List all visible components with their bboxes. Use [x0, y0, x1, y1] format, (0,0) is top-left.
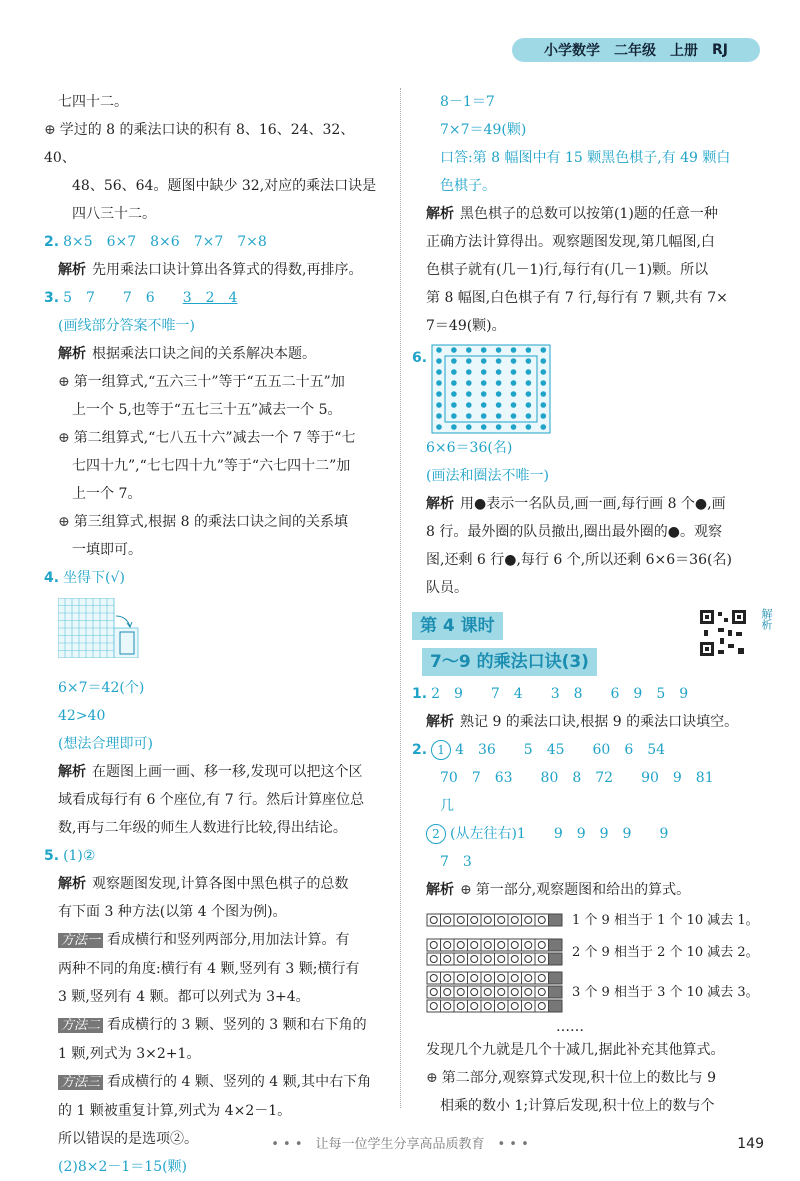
- text-line: 1 颗,列式为 3×2+1。: [58, 1046, 201, 1062]
- team-member-dot: [451, 424, 457, 430]
- text-line: 上一个 7。: [72, 486, 142, 502]
- answer-text: 几: [440, 798, 454, 814]
- bead-cell: [454, 953, 468, 965]
- bead-row: [426, 907, 772, 935]
- bead-cell: [481, 914, 495, 926]
- plus-bullet-icon: ⊕: [426, 1070, 438, 1086]
- team-member-dot: [436, 402, 442, 408]
- text-line: 色棋子就有(几－1)行,每行有(几－1)颗。所以: [426, 262, 709, 278]
- bead-cell: [441, 1000, 455, 1012]
- team-member-dot: [511, 369, 517, 375]
- team-member-dot: [436, 369, 442, 375]
- bead-cell: [522, 972, 536, 984]
- bead-cell: [535, 953, 549, 965]
- team-member-dot: [496, 358, 502, 364]
- part-number-badge: 1: [431, 740, 451, 760]
- bead-cell: [468, 953, 482, 965]
- bead-cell: [535, 939, 549, 951]
- bead-cell: [508, 972, 522, 984]
- answer-text: 70 7 63 80 8 72 90 9 81: [440, 770, 714, 786]
- bead-cell: [468, 972, 482, 984]
- bead-cell: [522, 986, 536, 998]
- bead-cell: [495, 953, 509, 965]
- team-member-dot: [526, 391, 532, 397]
- bead-cell: [549, 939, 563, 951]
- team-member-dot: [511, 402, 517, 408]
- analysis-tag: 解析: [426, 206, 454, 222]
- text-line: 七四十二。: [58, 94, 128, 110]
- bead-cell: [427, 939, 441, 951]
- team-member-dot: [466, 358, 472, 364]
- text-line: 先用乘法口诀计算出各算式的得数,再排序。: [92, 262, 363, 278]
- bead-cell: [481, 1000, 495, 1012]
- team-member-dot: [526, 347, 532, 353]
- lesson-number: 第 4 课时: [412, 612, 503, 640]
- question-number: 3.: [44, 290, 60, 306]
- bead-strip: [426, 971, 566, 1015]
- text-line: 3 颗,竖列有 4 颗。都可以列式为 3+4。: [58, 989, 310, 1005]
- text-line: 所以错误的是选项②。: [58, 1131, 198, 1147]
- team-member-dot: [451, 369, 457, 375]
- text-line: 七四十九”,“七七四十九”等于“六七四十二”加: [72, 458, 351, 474]
- team-member-dot: [481, 358, 487, 364]
- bead-cell: [427, 953, 441, 965]
- answer-equation: 7×7＝49(颗): [440, 122, 527, 138]
- text-line: 第 8 幅图,白色棋子有 7 行,每行有 7 颗,共有 7×: [426, 290, 728, 306]
- analysis-tag: 解析: [426, 714, 454, 730]
- team-member-dot: [541, 347, 547, 353]
- team-member-dot: [511, 413, 517, 419]
- team-member-dot: [451, 391, 457, 397]
- bead-cell: [535, 986, 549, 998]
- part-number-badge: 2: [426, 824, 446, 844]
- team-member-dot: [436, 413, 442, 419]
- team-member-dot: [526, 424, 532, 430]
- bead-cell: [454, 1000, 468, 1012]
- left-column: [44, 88, 386, 1181]
- team-member-dot: [466, 424, 472, 430]
- header-badge: [512, 38, 760, 62]
- lesson-title: 7～9 的乘法口诀(3): [422, 648, 597, 676]
- team-member-dot: [481, 413, 487, 419]
- team-member-dot: [541, 424, 547, 430]
- plus-bullet-icon: ⊕: [58, 430, 70, 446]
- answer-text: 坐得下(√): [63, 570, 125, 586]
- bead-cell: [441, 972, 455, 984]
- team-member-dot: [481, 424, 487, 430]
- bead-cell: [481, 986, 495, 998]
- team-member-dot: [436, 358, 442, 364]
- bead-cell: [441, 914, 455, 926]
- bead-cell: [508, 953, 522, 965]
- right-column: [412, 88, 772, 1120]
- team-member-dot: [466, 380, 472, 386]
- team-member-dot: [466, 391, 472, 397]
- bead-cell: [468, 939, 482, 951]
- text-line: 上一个 5,也等于“五七三十五”减去一个 5。: [72, 402, 342, 418]
- team-member-dot: [436, 424, 442, 430]
- page-number: 149: [737, 1136, 764, 1152]
- bead-cell: [508, 914, 522, 926]
- team-member-dot: [511, 347, 517, 353]
- header-subject: 小学数学: [544, 43, 600, 59]
- bead-cell: [441, 986, 455, 998]
- text-line: 用●表示一名队员,画一画,每行画 8 个●,画: [460, 496, 726, 512]
- text-line: 四八三十二。: [72, 206, 156, 222]
- question-number: 6.: [412, 350, 428, 366]
- team-member-dot: [451, 358, 457, 364]
- plus-bullet-icon: ⊕: [460, 882, 472, 898]
- team-member-dot: [451, 413, 457, 419]
- bead-cell: [427, 914, 441, 926]
- bead-caption: 2 个 9 相当于 2 个 10 减去 2。: [572, 945, 759, 960]
- text-line: 相乘的数小 1;计算后发现,积十位上的数与个: [440, 1098, 715, 1114]
- bead-cell: [522, 939, 536, 951]
- team-member-dot: [481, 391, 487, 397]
- answer-equation: (2)8×2－1＝15(颗): [58, 1159, 188, 1175]
- team-member-dot: [451, 347, 457, 353]
- bead-cell: [427, 1000, 441, 1012]
- bead-cell: [495, 1000, 509, 1012]
- answer-note: (想法合理即可): [58, 736, 153, 752]
- answer-note: (画法和圈法不唯一): [426, 468, 549, 484]
- text-line: 看成横行的 4 颗、竖列的 4 颗,其中右下角: [107, 1074, 372, 1090]
- team-member-dot: [526, 369, 532, 375]
- team-member-dot: [511, 380, 517, 386]
- team-member-dot: [541, 369, 547, 375]
- text-line: 第二部分,观察算式发现,积十位上的数比与 9: [441, 1070, 716, 1086]
- team-member-dot: [541, 413, 547, 419]
- bead-row: [426, 938, 772, 968]
- bead-cell: [441, 953, 455, 965]
- analysis-tag: 解析: [58, 876, 86, 892]
- team-member-dot: [496, 380, 502, 386]
- bead-cell: [454, 986, 468, 998]
- team-member-dot: [526, 402, 532, 408]
- text-line: 域看成每行有 6 个座位,有 7 行。然后计算座位总: [58, 792, 365, 808]
- bead-cell: [522, 914, 536, 926]
- bead-cell: [481, 939, 495, 951]
- text-line: 发现几个九就是几个十减几,据此补充其他算式。: [426, 1042, 725, 1058]
- text-line: 7＝49(颗)。: [426, 318, 506, 334]
- bead-cell: [454, 939, 468, 951]
- text-line: 根据乘法口诀之间的关系解决本题。: [92, 346, 316, 362]
- bead-cell: [495, 939, 509, 951]
- team-member-dot: [541, 358, 547, 364]
- text-line: 数,再与二年级的师生人数进行比较,得出结论。: [58, 820, 347, 836]
- team-member-dot: [526, 358, 532, 364]
- team-member-dot: [481, 369, 487, 375]
- bead-cell: [535, 972, 549, 984]
- bead-cell: [495, 972, 509, 984]
- team-member-dot: [511, 358, 517, 364]
- answer-equation: 6×7＝42(个): [58, 680, 145, 696]
- bead-cell: [454, 914, 468, 926]
- bead-cell: [508, 986, 522, 998]
- text-line: 学过的 8 的乘法口诀的积有 8、16、24、32、40、: [44, 122, 355, 166]
- bead-cell: [481, 972, 495, 984]
- team-member-dot: [541, 380, 547, 386]
- team-member-dot: [466, 369, 472, 375]
- team-member-dot: [496, 347, 502, 353]
- analysis-tag: 解析: [58, 764, 86, 780]
- team-dot-grid: [431, 344, 551, 434]
- answer-underlined: 3 2 4: [182, 290, 238, 306]
- text-line: 黑色棋子的总数可以按第(1)题的任意一种: [460, 206, 718, 222]
- bead-cell: [468, 986, 482, 998]
- bead-strip: [426, 938, 566, 968]
- analysis-tag: 解析: [58, 346, 86, 362]
- text-line: 的 1 颗被重复计算,列式为 4×2－1。: [58, 1103, 292, 1119]
- ellipsis: ……: [556, 1019, 584, 1035]
- answer-text: (从左往右)1 9 9 9 9 9: [450, 826, 669, 842]
- team-member-dot: [541, 391, 547, 397]
- team-member-dot: [466, 413, 472, 419]
- plus-bullet-icon: ⊕: [44, 122, 56, 138]
- answer-text: (1)②: [63, 848, 96, 864]
- bead-cell: [549, 1000, 563, 1012]
- bead-cell: [549, 986, 563, 998]
- question-number: 4.: [44, 570, 60, 586]
- bead-caption: 1 个 9 相当于 1 个 10 减去 1。: [572, 913, 759, 928]
- column-divider: [400, 88, 401, 1108]
- plus-bullet-icon: ⊕: [58, 374, 70, 390]
- text-line: 48、56、64。题图中缺少 32,对应的乘法口诀是: [72, 178, 377, 194]
- team-member-dot: [466, 347, 472, 353]
- answer-equation: 42>40: [58, 708, 106, 724]
- answer-equation: 8－1＝7: [440, 94, 495, 110]
- text-line: 在题图上画一画、移一移,发现可以把这个区: [92, 764, 363, 780]
- bead-cell: [495, 914, 509, 926]
- team-member-dot: [481, 380, 487, 386]
- bead-cell: [522, 953, 536, 965]
- answer-text: 口答:第 8 幅图中有 15 颗黑色棋子,有 49 颗白: [440, 150, 731, 166]
- bead-cell: [549, 972, 563, 984]
- bead-figure: [412, 907, 772, 1036]
- bead-cell: [549, 914, 563, 926]
- seat-grid-figure: [44, 598, 386, 668]
- question-number: 2.: [44, 234, 60, 250]
- text-line: 观察题图发现,计算各图中黑色棋子的总数: [92, 876, 349, 892]
- question-number: 5.: [44, 848, 60, 864]
- team-member-dot: [496, 369, 502, 375]
- bead-cell: [481, 953, 495, 965]
- text-line: 两种不同的角度:横行有 4 颗,竖列有 3 颗;横行有: [58, 961, 360, 977]
- text-line: 正确方法计算得出。观察题图发现,第几幅图,白: [426, 234, 715, 250]
- team-member-dot: [541, 402, 547, 408]
- header-grade: 二年级: [614, 43, 656, 59]
- text-line: 第一部分,观察题图和给出的算式。: [475, 882, 691, 898]
- seat-grid-svg: [58, 598, 178, 658]
- qr-code-icon[interactable]: [698, 608, 748, 658]
- team-member-dot: [496, 424, 502, 430]
- answer-text: 2 9 7 4 3 8 6 9 5 9: [431, 686, 689, 702]
- bead-cell: [468, 1000, 482, 1012]
- bead-cell: [522, 1000, 536, 1012]
- question-number: 1.: [412, 686, 428, 702]
- team-member-dot: [481, 402, 487, 408]
- method-tag: 方法三: [58, 1075, 103, 1090]
- bead-caption: 3 个 9 相当于 3 个 10 减去 3。: [572, 985, 759, 1000]
- team-member-dot: [436, 391, 442, 397]
- header-edition: RJ: [712, 42, 728, 58]
- answer-equation: 6×6＝36(名): [426, 440, 513, 456]
- text-line: 8 行。最外圈的队员撤出,圈出最外圈的●。观察: [426, 524, 723, 540]
- team-member-dot: [496, 413, 502, 419]
- team-member-dot: [451, 402, 457, 408]
- team-member-dot: [436, 380, 442, 386]
- text-line: 第一组算式,“五六三十”等于“五五二十五”加: [73, 374, 345, 390]
- bead-cell: [427, 972, 441, 984]
- bead-cell: [454, 972, 468, 984]
- text-line: 熟记 9 的乘法口诀,根据 9 的乘法口诀填空。: [460, 714, 739, 730]
- team-member-dot: [496, 391, 502, 397]
- team-member-dot: [496, 402, 502, 408]
- answer-text: 8×5 6×7 8×6 7×7 7×8: [63, 234, 267, 250]
- text-line: 一填即可。: [72, 542, 142, 558]
- text-line: 第二组算式,“七八五十六”减去一个 7 等于“七: [73, 430, 356, 446]
- bead-cell: [427, 986, 441, 998]
- bead-cell: [495, 986, 509, 998]
- team-member-dot: [526, 413, 532, 419]
- method-tag: 方法二: [58, 1018, 103, 1033]
- text-line: 看成横行和竖列两部分,用加法计算。有: [107, 932, 350, 948]
- bead-strip: [426, 913, 566, 929]
- answer-text: 5 7 7 6: [63, 290, 183, 306]
- bead-cell: [508, 939, 522, 951]
- bead-cell: [508, 1000, 522, 1012]
- answer-note: (画线部分答案不唯一): [58, 318, 195, 334]
- team-member-dot: [511, 391, 517, 397]
- answer-text: 7 3: [440, 854, 472, 870]
- team-member-dot: [481, 347, 487, 353]
- team-member-dot: [436, 347, 442, 353]
- bead-cell: [535, 1000, 549, 1012]
- text-line: 有下面 3 种方法(以第 4 个图为例)。: [58, 904, 287, 920]
- team-member-dot: [466, 402, 472, 408]
- method-tag: 方法一: [58, 933, 103, 948]
- plus-bullet-icon: ⊕: [58, 514, 70, 530]
- footer-slogan: • • • 让每一位学生分享高品质教育 • • •: [271, 1137, 529, 1152]
- text-line: 第三组算式,根据 8 的乘法口诀之间的关系填: [73, 514, 348, 530]
- bead-cell: [549, 953, 563, 965]
- text-line: 图,还剩 6 行●,每行 6 个,所以还剩 6×6＝36(名): [426, 552, 732, 568]
- team-member-dot: [511, 424, 517, 430]
- qr-label: 解析: [760, 608, 773, 630]
- bead-cell: [535, 914, 549, 926]
- question-number: 2.: [412, 742, 428, 758]
- header-term: 上册: [670, 43, 698, 59]
- bead-cell: [441, 939, 455, 951]
- answer-text: 4 36 5 45 60 6 54: [455, 742, 666, 758]
- team-member-dot: [526, 380, 532, 386]
- bead-row: [426, 971, 772, 1015]
- text-line: 看成横行的 3 颗、竖列的 3 颗和右下角的: [107, 1017, 367, 1033]
- analysis-tag: 解析: [426, 882, 454, 898]
- answer-text: 色棋子。: [440, 178, 496, 194]
- bead-cell: [468, 914, 482, 926]
- team-member-dot: [451, 380, 457, 386]
- lesson-heading-block: [412, 608, 772, 680]
- text-line: 队员。: [426, 580, 468, 596]
- analysis-tag: 解析: [426, 496, 454, 512]
- analysis-tag: 解析: [58, 262, 86, 278]
